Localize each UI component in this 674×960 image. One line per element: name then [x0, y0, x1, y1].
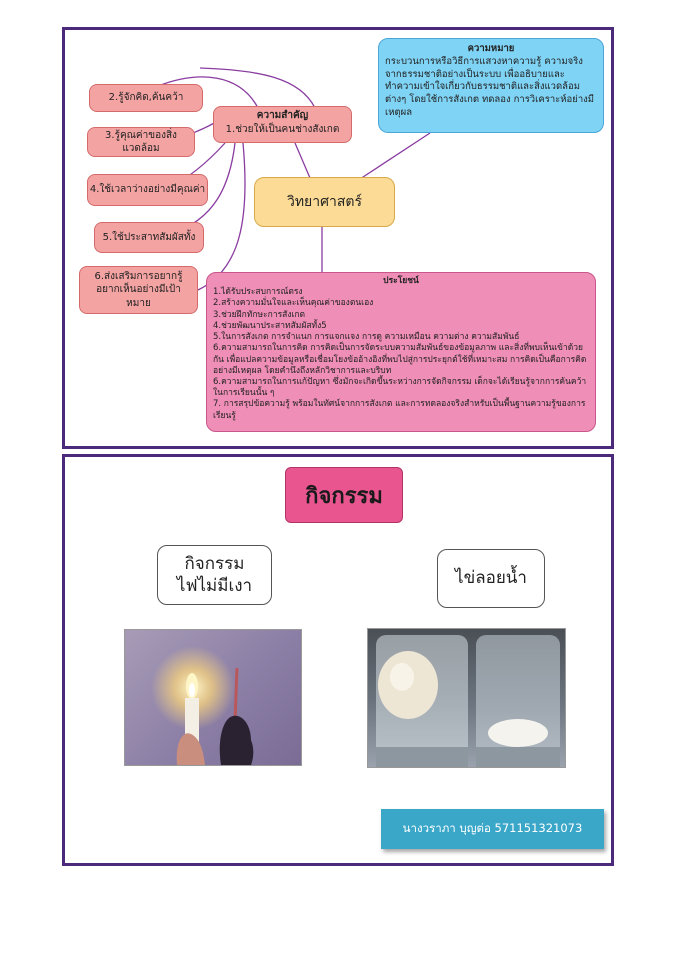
- importance-first: 1.ช่วยให้เป็นคนช่างสังเกต: [225, 123, 340, 135]
- benefit-item: 4.ช่วยพัฒนาประสาทสัมผัสทั้ง5: [213, 320, 327, 331]
- benefit-item: 2.สร้างความมั่นใจและเห็นคุณค่าของตนเอง: [213, 298, 374, 309]
- meaning-text: กระบวนการหรือวิธีการแสวงหาความรู้ ความจริงจากธรรมชาติอย่างเป็นระบบ เพื่ออธิบายและทำความเข้าใจเกี่ยวกับธรรมชาติและสิ่งแวดล้อมต่างๆ โดยใช้การสังเกต ทดลอง การวิเคราะห์อย่างมีเหตุผล: [385, 55, 595, 119]
- importance-item: 4.ใช้เวลาว่างอย่างมีคุณค่า: [87, 174, 208, 206]
- importance-item: 6.ส่งเสริมการอยากรู้อยากเห็นอย่างมีเป้าหมาย: [79, 266, 198, 314]
- importance-item: 5.ใช้ประสาทสัมผัสทั้ง: [94, 222, 204, 253]
- candle-photo: [124, 629, 302, 766]
- meaning-box: [378, 38, 604, 133]
- benefit-item: 5.ในการสังเกต การจำแนก การแจกแจง การดู ความเหมือน ความต่าง ความสัมพันธ์: [213, 332, 520, 343]
- benefits-box: [206, 272, 596, 432]
- candle-image: [125, 630, 301, 765]
- meaning-title: ความหมาย: [467, 43, 515, 54]
- author-bar: นางวราภา บุญต่อ 571151321073: [381, 809, 604, 849]
- benefit-item: 6.ความสามารถในการแก้ปัญหา ซึ่งมักจะเกิดขึ้นระหว่างการจัดกิจกรรม เด็กจะได้เรียนรู้จากการค้นคว้าในการเรียนนั้น ๆ: [213, 376, 587, 399]
- center-node: วิทยาศาสตร์: [254, 177, 395, 227]
- egg-image: [368, 629, 565, 767]
- activity-label-fire: กิจกรรม ไฟไม่มีเงา: [157, 545, 272, 605]
- benefit-item: 7. การสรุปข้อความรู้ พร้อมในทัศน์จากการสังเกต และการทดลองจริงสำหรับเป็นพื้นฐานความรู้ของการเรียนรู้: [213, 399, 586, 421]
- importance-item: 2.รู้จักคิด,ค้นคว้า: [89, 84, 203, 112]
- activity-label-egg: ไข่ลอยน้ำ: [437, 549, 545, 608]
- benefit-item: 6.ความสามารถในการคิด การคิดเป็นการจัดระบบความสัมพันธ์ของข้อมูลภาพ และสิ่งที่พบเห็นเข้าด้วยกัน เพื่อแปลความข้อมูลหรือเชื่อมโยงข้ออ้างอิงที่พบไปสู่การประยุกต์ใช้ที่เหมาะสม การคิดเป็นคือการคิดอย่างมีเหตุผล โดยคำนึงถึงหลักวิชาการและบริบท: [213, 343, 587, 376]
- egg-photo: [367, 628, 566, 768]
- activity-title: กิจกรรม: [285, 467, 403, 523]
- benefits-title: ประโยชน์: [383, 276, 419, 286]
- importance-box: [213, 106, 352, 143]
- benefit-item: 3.ช่วยฝึกทักษะการสังเกต: [213, 309, 306, 320]
- importance-title: ความสำคัญ: [256, 110, 309, 121]
- importance-item: 3.รู้คุณค่าของสิ่งแวดล้อม: [87, 127, 195, 157]
- benefit-item: 1.ได้รับประสบการณ์ตรง: [213, 287, 303, 298]
